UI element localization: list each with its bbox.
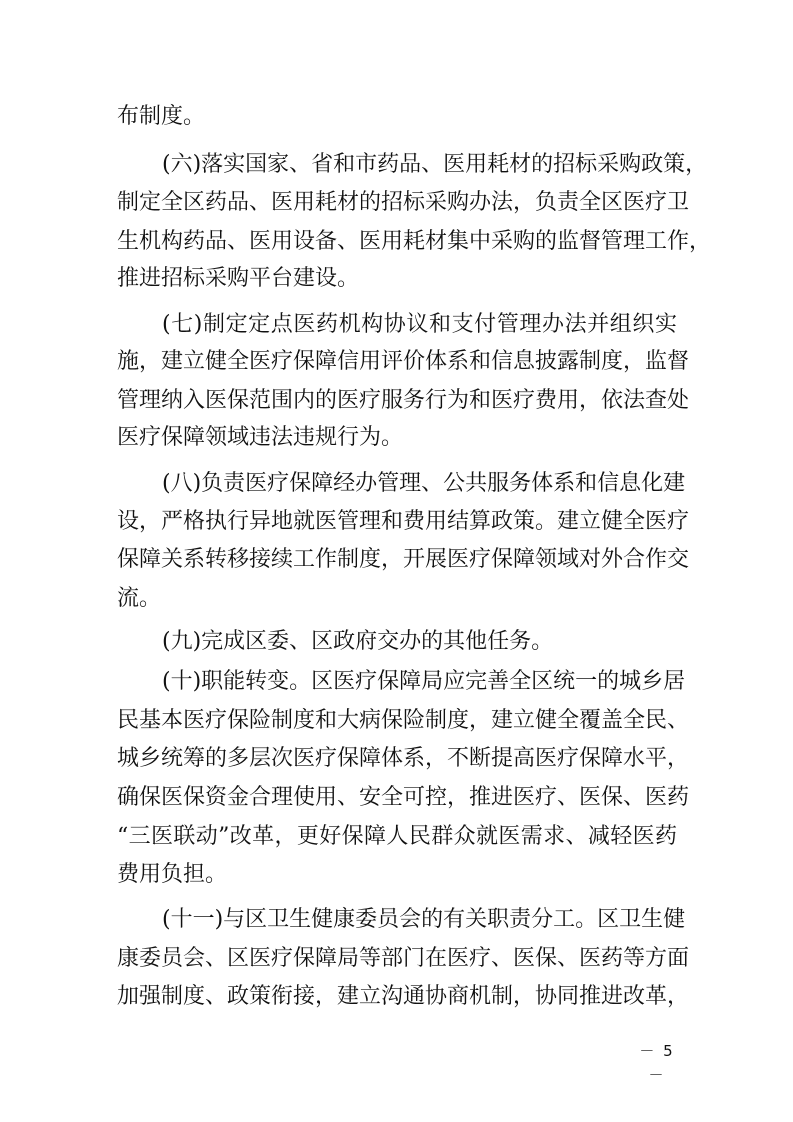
page-number: － 5 － (639, 1042, 675, 1084)
text-line: 加强制度、政策衔接，建立沟通协商机制，协同推进改革， (117, 984, 690, 1009)
text-line: 生机构药品、医用设备、医用耗材集中采购的监督管理工作， (117, 229, 712, 254)
text-line: (七)制定定点医药机构协议和支付管理办法并组织实 (162, 312, 677, 337)
text-line: 民基本医疗保险制度和大病保险制度，建立健全覆盖全民、 (117, 708, 690, 733)
text-line: 医疗保障领域违法违规行为。 (117, 425, 404, 450)
text-line: 制定全区药品、医用耗材的招标采购办法，负责全区医疗卫 (117, 190, 690, 215)
text-line: (六)落实国家、省和市药品、医用耗材的招标采购政策， (162, 152, 708, 177)
text-line: 设，严格执行异地就医管理和费用结算政策。建立健全医疗 (117, 509, 690, 534)
text-line: 推进招标采购平台建设。 (117, 266, 360, 291)
text-line: 保障关系转移接续工作制度，开展医疗保障领域对外合作交 (117, 547, 690, 572)
text-line: (九)完成区委、区政府交办的其他任务。 (162, 629, 554, 654)
text-line: 确保医保资金合理使用、安全可控，推进医疗、医保、医药 (117, 785, 690, 810)
text-line: (八)负责医疗保障经办管理、公共服务体系和信息化建 (162, 471, 686, 496)
text-line: 康委员会、区医疗保障局等部门在医疗、医保、医药等方面 (117, 946, 690, 971)
text-line: 管理纳入医保范围内的医疗服务行为和医疗费用，依法查处 (117, 388, 690, 413)
text-line: 费用负担。 (117, 862, 228, 887)
text-line: 城乡统筹的多层次医疗保障体系，不断提高医疗保障水平， (117, 746, 690, 771)
text-line: 流。 (117, 586, 162, 611)
text-line: (十)职能转变。区医疗保障局应完善全区统一的城乡居 (162, 669, 686, 694)
text-line: “三医联动”改革，更好保障人民群众就医需求、减轻医药 (117, 824, 677, 849)
text-line: (十一)与区卫生健康委员会的有关职责分工。区卫生健 (162, 907, 686, 932)
text-line: 布制度。 (117, 104, 206, 129)
text-line: 施，建立健全医疗保障信用评价体系和信息披露制度，监督 (117, 349, 690, 374)
